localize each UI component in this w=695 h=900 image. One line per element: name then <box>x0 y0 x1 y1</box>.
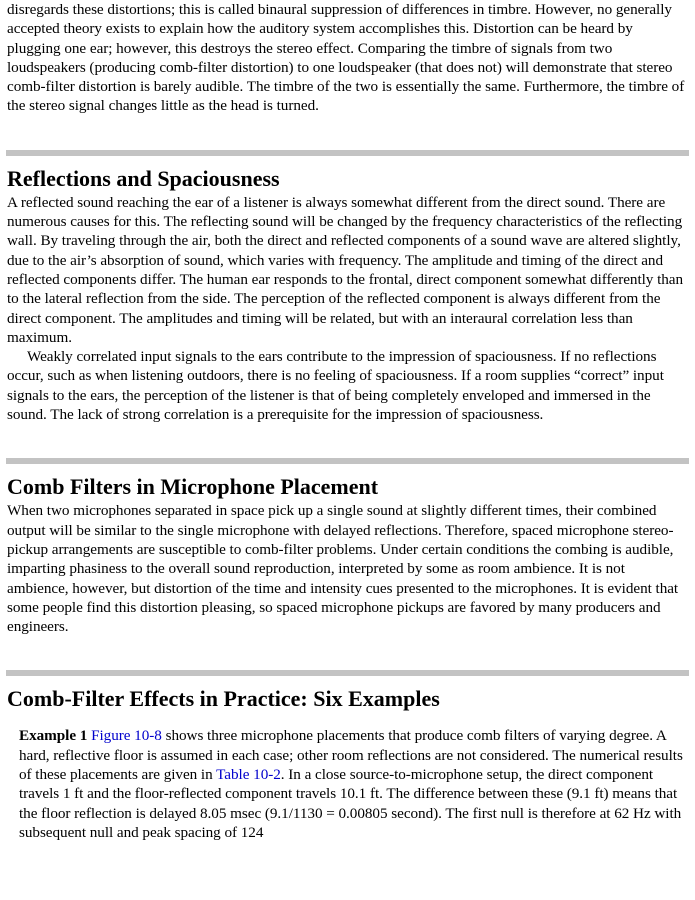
example-1-text-a: shows three microphone placements that produce comb filters of varying degree. A hard, reflective floor is assumed in each case; other room reflections are not considered. The numerical results of these placements are given in <box>19 727 683 784</box>
reflections-paragraph-2: Weakly correlated input signals to the ears contribute to the impression of spaciousness. If no reflections occur, such as when listening outdoors, there is no feeling of spaciousness. If a room supplies “correct” input signals to the ears, the perception of the listener is that of being completely enveloped and immersed in the sound. The lack of strong correlation is a prerequisite for the impression of spaciousness. <box>7 348 664 424</box>
intro-paragraph: disregards these distortions; this is called binaural suppression of differences in timbre. However, no generally accepted theory exists to explain how the auditory system accomplishes this. Distortion can be heard by plugging one ear; however, this destroys the stereo effect. Comparing the timbre of signals from two loudspeakers (producing comb-filter distortion) to one loudspeaker (that does not) will demonstrate that stereo comb-filter distortion is barely audible. The timbre of the two is essentially the same. Furthermore, the timbre of the stereo signal changes little as the head is turned. <box>7 1 685 115</box>
section-heading-six-examples: Comb-Filter Effects in Practice: Six Examples <box>7 686 440 712</box>
section-heading-comb-filters-microphone: Comb Filters in Microphone Placement <box>7 474 379 500</box>
example-1-label: Example 1 <box>19 727 88 745</box>
table-10-2-link[interactable]: Table 10-2 <box>216 766 281 784</box>
example-1-paragraph <box>0 726 695 842</box>
section-divider <box>6 670 689 676</box>
figure-10-8-link[interactable]: Figure 10-8 <box>91 727 162 745</box>
section-divider <box>6 458 689 464</box>
reflections-paragraph-1: A reflected sound reaching the ear of a listener is always somewhat different from the direct sound. There are numerous causes for this. The reflecting sound will be changed by the frequency characteristics of the reflecting wall. By traveling through the air, both the direct and reflected components of a sound wave are altered slightly, due to the air’s absorption of sound, which varies with frequency. The amplitude and timing of the direct and reflected components differ. The human ear responds to the frontal, direct component somewhat differently than to the lateral reflection from the side. The perception of the reflected component is always different from the direct component. The amplitudes and timing will be related, but with an interaural correlation less than maximum. <box>7 193 684 346</box>
section-heading-reflections: Reflections and Spaciousness <box>7 165 280 191</box>
example-1-text-b: . In a close source-to-microphone setup, the direct component travels 1 ft and the floor-reflected component travels 10.1 ft. The difference between these (9.1 ft) means that the floor reflection is delayed 8.05 msec (9.1/1130 = 0.00805 second). The first null is therefore at 62 Hz with subsequent null and peak spacing of 124 <box>19 766 682 841</box>
section-divider <box>6 150 689 156</box>
microphone-placement-paragraph: When two microphones separated in space pick up a single sound at slightly different times, their combined output will be similar to the single microphone with delayed reflections. Therefore, spaced microphone stereo-pickup arrangements are susceptible to comb-filter problems. Under certain conditions the combing is audible, imparting phasiness to the overall sound reproduction, interpreted by some as room ambience. It is not ambience, however, but distortion of the time and intensity cues presented to the microphones. It is evident that some people find this distortion pleasing, so spaced microphone pickups are favored by many producers and engineers. <box>7 502 679 636</box>
